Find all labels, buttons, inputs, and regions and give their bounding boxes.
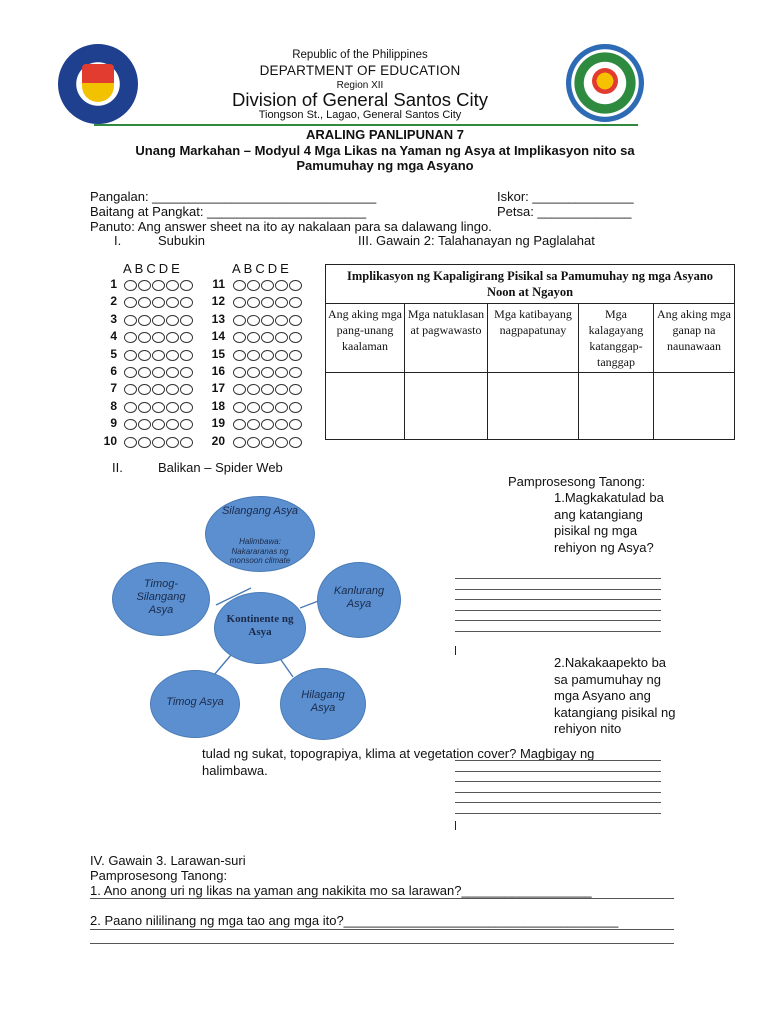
iskor-field[interactable]: Iskor: ______________	[497, 189, 634, 204]
pangalan-field[interactable]: Pangalan: _______________________________	[90, 189, 377, 204]
region-text: Region XII	[336, 80, 384, 91]
node-label: Kontinente ng Asya	[226, 613, 294, 638]
question-2: 2.Nakakaapekto ba sa pamumuhay ng mga Asyano ang katangiang pisikal ng rehiyon nito	[554, 655, 676, 736]
spider-node-left	[112, 562, 210, 636]
spider-node-top	[205, 496, 315, 572]
answer-line[interactable]	[455, 813, 661, 814]
question-number: 3	[110, 311, 117, 326]
spider-node-right	[317, 562, 401, 638]
question-number: 19	[211, 416, 225, 431]
baitang-field[interactable]: Baitang at Pangkat: ______________________	[90, 204, 367, 219]
question-number: 11	[212, 277, 225, 291]
spider-node-center	[214, 592, 306, 664]
section4-question-1: 1. Ano anong uri ng likas na yaman ang nakikita mo sa larawan?__________________	[90, 883, 592, 898]
answer-line[interactable]	[90, 943, 674, 944]
section1-label: I.	[114, 233, 122, 248]
question-number: 2	[110, 294, 117, 309]
column-header: Mga natuklasan at pagwawasto	[405, 304, 488, 373]
node-label: Timog Asya	[166, 696, 224, 708]
answer-line[interactable]	[455, 792, 661, 793]
question-1: 1.Magkakatulad ba ang katangiang pisikal ng mga rehiyon ng Asya?	[554, 490, 664, 555]
question-number: 17	[211, 381, 225, 396]
section1-title: Subukin	[158, 233, 205, 248]
question-number: 20	[211, 433, 225, 448]
pamprosesong-heading: Pamprosesong Tanong:	[508, 474, 646, 489]
spider-node-bottom-left	[150, 670, 240, 738]
answer-letters-left: ABCDE	[123, 261, 183, 276]
answer-line[interactable]	[455, 578, 661, 579]
answer-line[interactable]	[455, 802, 661, 803]
column-header: Mga katibayang nagpapatunay	[488, 304, 579, 373]
question-number: 14	[211, 329, 225, 344]
panuto-text: Panuto: Ang answer sheet na ito ay nakalaan para sa dalawang lingo.	[90, 219, 492, 234]
address-text: Tiongson St., Lagao, General Santos City	[258, 109, 462, 121]
answer-line[interactable]	[455, 589, 661, 590]
republic-text: Republic of the Philippines	[292, 49, 428, 61]
section4-title: IV. Gawain 3. Larawan-suri	[90, 853, 246, 868]
answer-line[interactable]	[455, 599, 661, 600]
section4-heading: Pamprosesong Tanong:	[90, 868, 228, 883]
question-number: 8	[110, 398, 117, 413]
node-label: Timog-Silangang Asya	[136, 578, 186, 616]
answer-line[interactable]	[455, 760, 661, 761]
table-header-line1: Implikasyon ng Kapaligirang Pisikal sa Pamumuhay ng mga Asyano	[346, 269, 714, 283]
answer-line[interactable]	[90, 898, 674, 899]
node-example: Halimbawa: Nakararanas ng monsoon climate	[229, 537, 291, 565]
table-header-line2: Noon at Ngayon	[486, 285, 574, 299]
question-number: 6	[110, 364, 117, 378]
question-number: 9	[110, 416, 117, 431]
question-number: 10	[103, 433, 117, 448]
question-number: 13	[211, 311, 225, 326]
division-text: Division of General Santos City	[231, 89, 489, 110]
node-label: Silangang Asya	[221, 505, 299, 517]
section3-title: III. Gawain 2: Talahanayan ng Paglalahat	[358, 233, 595, 248]
answer-line[interactable]	[455, 610, 661, 611]
node-label: Kanlurang Asya	[333, 585, 385, 610]
question-2-continuation: tulad ng sukat, topograpiya, klima at vegetation cover? Magbigay ng halimbawa.	[202, 746, 595, 778]
column-header: Ang aking mga pang-unang kaalaman	[326, 304, 405, 373]
answer-line[interactable]	[455, 781, 661, 782]
answer-line[interactable]	[455, 771, 661, 772]
answer-letters-right: ABCDE	[232, 261, 292, 276]
question-number: 18	[211, 398, 225, 413]
section4-question-2: 2. Paano nililinang ng mga tao ang mga ito?______________________________________	[90, 913, 619, 928]
section2-label: II.	[112, 460, 123, 475]
module-title-line1: Unang Markahan – Modyul 4 Mga Likas na Yaman ng Asya at Implikasyon nito sa	[135, 143, 635, 158]
question-number: 16	[211, 364, 225, 378]
question-number: 1	[110, 277, 117, 291]
question-number: 7	[110, 381, 117, 396]
question-number: 5	[110, 346, 117, 361]
column-header: Ang aking mga ganap na naunawaan	[654, 304, 735, 373]
column-header: Mga kalagayang katanggap-tanggap	[579, 304, 654, 373]
answer-line[interactable]	[90, 929, 674, 930]
node-label: Hilagang Asya	[301, 689, 345, 714]
question-number: 15	[211, 346, 225, 361]
answer-line[interactable]	[455, 620, 661, 621]
department-text: DEPARTMENT OF EDUCATION	[259, 63, 461, 78]
text-cursor	[455, 821, 456, 830]
question-number: 12	[211, 294, 225, 309]
section2-title: Balikan – Spider Web	[158, 460, 283, 475]
spider-node-bottom-right	[280, 668, 366, 740]
petsa-field[interactable]: Petsa: _____________	[497, 204, 632, 219]
subject-title: ARALING PANLIPUNAN 7	[306, 127, 464, 142]
question-number: 4	[110, 329, 117, 344]
module-title-line2: Pamumuhay ng mga Asyano	[296, 158, 474, 173]
text-cursor	[455, 646, 456, 655]
answer-line[interactable]	[455, 631, 661, 632]
